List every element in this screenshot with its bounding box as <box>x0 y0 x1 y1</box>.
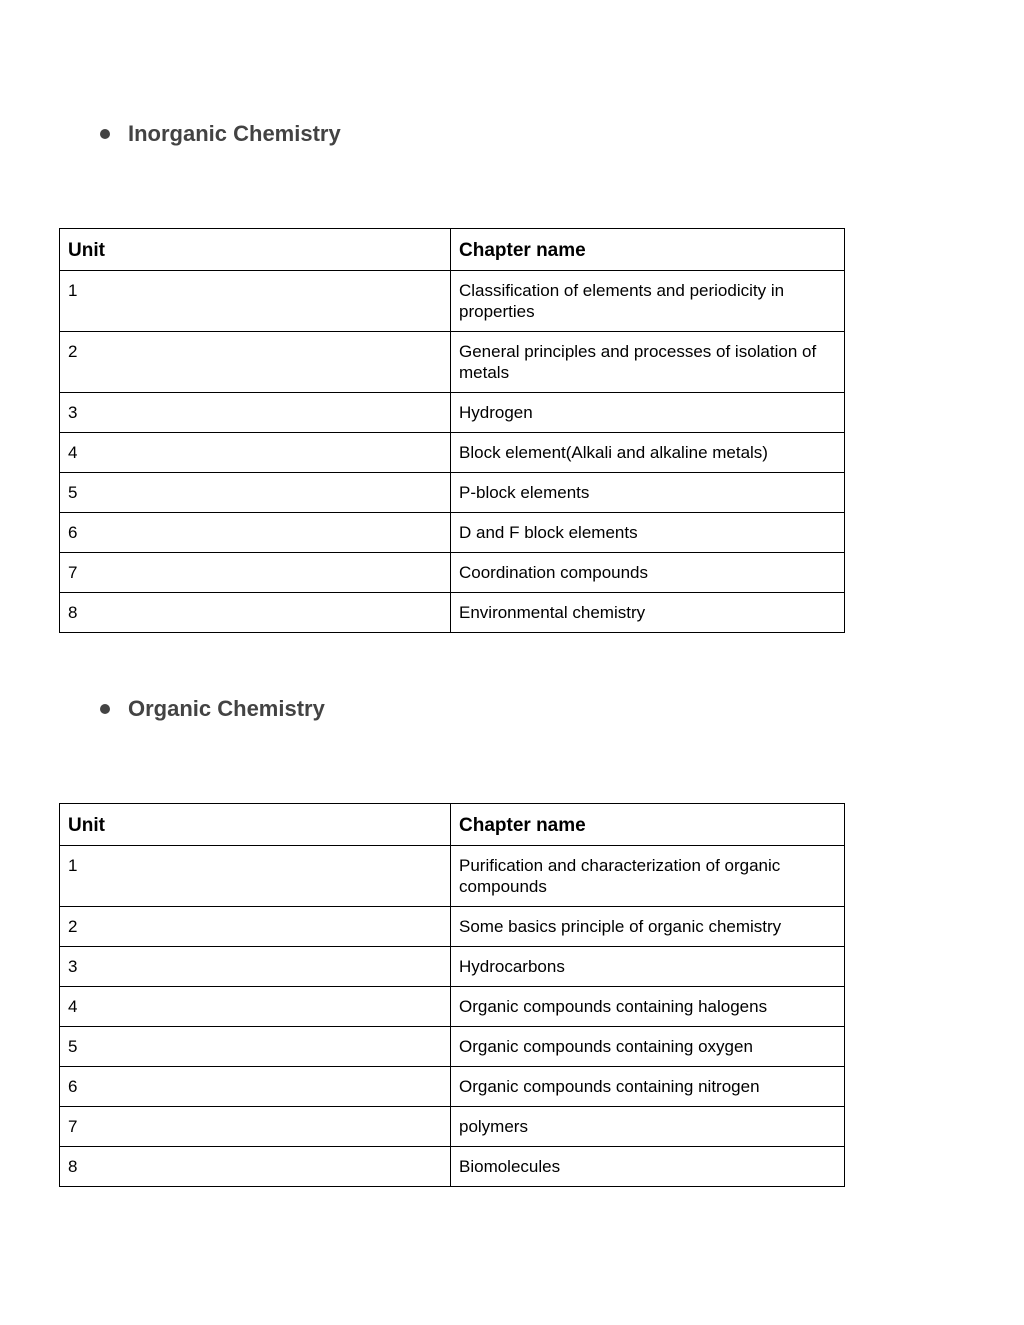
unit-cell: 8 <box>60 1147 451 1187</box>
table-row <box>60 947 845 987</box>
unit-cell: 6 <box>60 513 451 553</box>
chapter-cell: Organic compounds containing oxygen <box>451 1027 845 1067</box>
column-header-unit: Unit <box>60 804 451 846</box>
section-heading <box>98 119 341 149</box>
chapter-table <box>59 803 845 1187</box>
unit-cell: 7 <box>60 1107 451 1147</box>
bullet-icon <box>100 704 110 714</box>
chapter-cell: Block element(Alkali and alkaline metals) <box>451 433 845 473</box>
chapter-table <box>59 228 845 633</box>
table-row <box>60 987 845 1027</box>
table-row <box>60 433 845 473</box>
table-row <box>60 473 845 513</box>
chapter-cell: Environmental chemistry <box>451 593 845 633</box>
unit-cell: 4 <box>60 987 451 1027</box>
table-row <box>60 846 845 907</box>
chapter-cell: Coordination compounds <box>451 553 845 593</box>
table-header-row <box>60 229 845 271</box>
unit-cell: 5 <box>60 1027 451 1067</box>
table-row <box>60 1067 845 1107</box>
section-heading <box>98 694 325 724</box>
table-row <box>60 393 845 433</box>
chapter-cell: Classification of elements and periodicity in properties <box>451 271 845 332</box>
section-title: Organic Chemistry <box>128 696 325 721</box>
unit-cell: 1 <box>60 846 451 907</box>
unit-cell: 2 <box>60 332 451 393</box>
chapter-cell: Organic compounds containing halogens <box>451 987 845 1027</box>
chapter-cell: D and F block elements <box>451 513 845 553</box>
column-header-unit: Unit <box>60 229 451 271</box>
chapter-cell: polymers <box>451 1107 845 1147</box>
unit-cell: 7 <box>60 553 451 593</box>
unit-cell: 1 <box>60 271 451 332</box>
unit-cell: 2 <box>60 907 451 947</box>
table-row <box>60 907 845 947</box>
bullet-icon <box>100 129 110 139</box>
table-row <box>60 593 845 633</box>
unit-cell: 3 <box>60 393 451 433</box>
chapter-cell: Organic compounds containing nitrogen <box>451 1067 845 1107</box>
unit-cell: 5 <box>60 473 451 513</box>
unit-cell: 4 <box>60 433 451 473</box>
table-row <box>60 271 845 332</box>
table-row <box>60 1147 845 1187</box>
chapter-cell: Some basics principle of organic chemistry <box>451 907 845 947</box>
unit-cell: 8 <box>60 593 451 633</box>
section-title: Inorganic Chemistry <box>128 121 341 146</box>
table-header-row <box>60 804 845 846</box>
column-header-chapter-name: Chapter name <box>451 229 845 271</box>
unit-cell: 6 <box>60 1067 451 1107</box>
table-row <box>60 513 845 553</box>
table-row <box>60 332 845 393</box>
table-row <box>60 1107 845 1147</box>
unit-cell: 3 <box>60 947 451 987</box>
table-row <box>60 553 845 593</box>
chapter-cell: General principles and processes of isolation of metals <box>451 332 845 393</box>
chapter-cell: Biomolecules <box>451 1147 845 1187</box>
chapter-cell: P-block elements <box>451 473 845 513</box>
chapter-cell: Hydrogen <box>451 393 845 433</box>
column-header-chapter-name: Chapter name <box>451 804 845 846</box>
chapter-cell: Purification and characterization of organic compounds <box>451 846 845 907</box>
table-row <box>60 1027 845 1067</box>
chapter-cell: Hydrocarbons <box>451 947 845 987</box>
